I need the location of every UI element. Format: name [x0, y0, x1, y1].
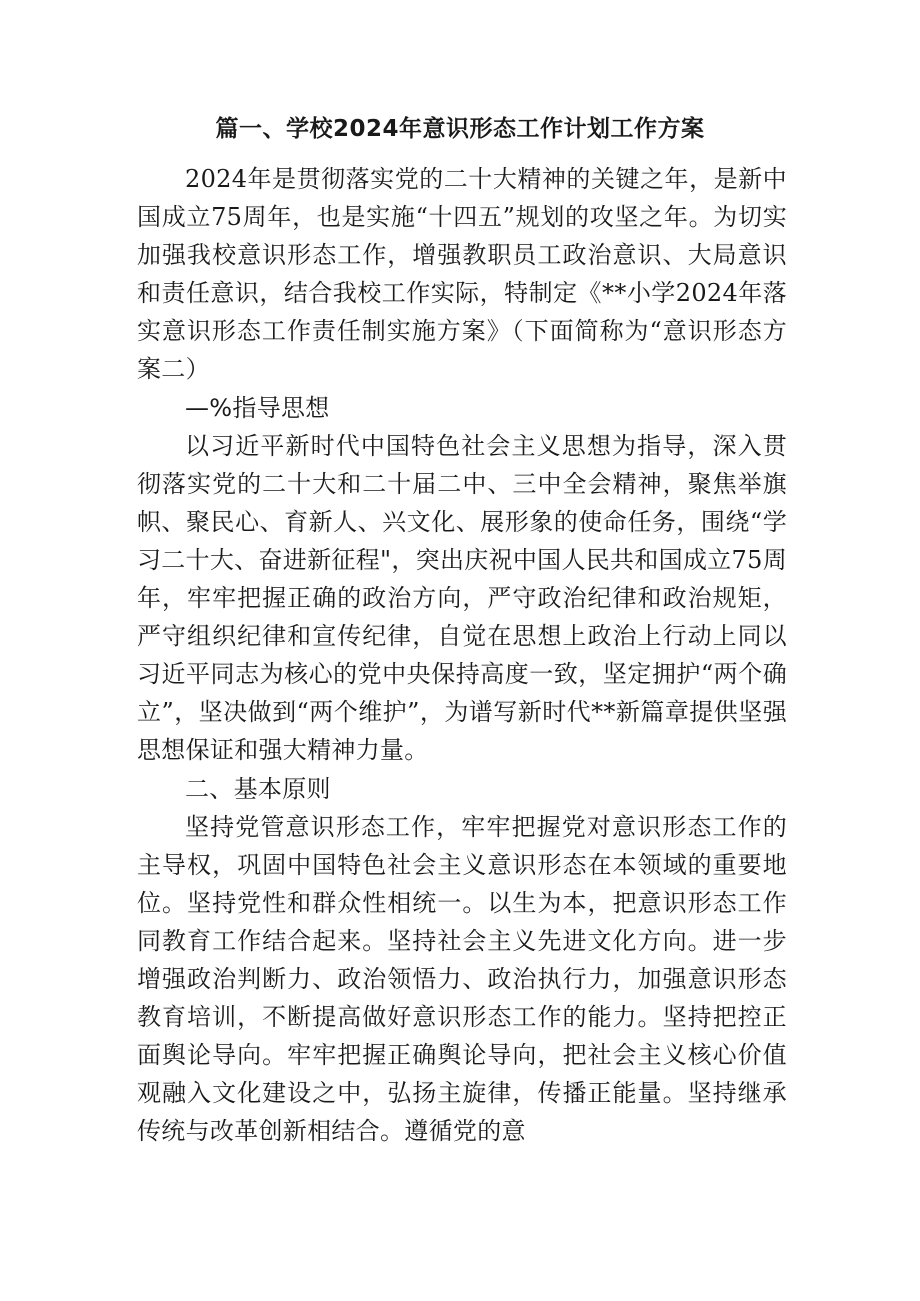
section-heading-guiding-ideology: —%指导思想 [185, 393, 330, 422]
intro-paragraph: 2024年是贯彻落实党的二十大精神的关键之年，是新中国成立75周年，也是实施“十四五”规划的攻坚之年。为切实加强我校意识形态工作，增强教职员工政治意识、大局意识和责任意识，结合我校工作实际，特制定《**小学2024年落实意识形态工作责任制实施方案》（下面简称为“意识形态方案二） [137, 165, 787, 384]
document-body [137, 160, 787, 1150]
section-heading-basic-principles: 二、基本原则 [185, 774, 331, 803]
document-title: 篇一、学校2024年意识形态工作计划工作方案 [215, 116, 705, 142]
guiding-ideology-paragraph: 以习近平新时代中国特色社会主义思想为指导，深入贯彻落实党的二十大和二十届二中、三中全会精神，聚焦举旗帜、聚民心、育新人、兴文化、展形象的使命任务，围绕“学习二十大、奋进新征程"，突出庆祝中国人民共和国成立75周年，牢牢把握正确的政治方向，严守政治纪律和政治规矩，严守组织纪律和宣传纪律，自觉在思想上政治上行动上同以习近平同志为核心的党中央保持高度一致，坚定拥护“两个确立”，坚决做到“两个维护”，为谱写新时代**新篇章提供坚强思想保证和强大精神力量。 [137, 431, 787, 765]
basic-principles-paragraph: 坚持党管意识形态工作，牢牢把握党对意识形态工作的主导权，巩固中国特色社会主义意识形态在本领域的重要地位。坚持党性和群众性相统一。以生为本，把意识形态工作同教育工作结合起来。坚持社会主义先进文化方向。进一步增强政治判断力、政治领悟力、政治执行力，加强意识形态教育培训，不断提高做好意识形态工作的能力。坚持把控正面舆论导向。牢牢把握正确舆论导向，把社会主义核心价值观融入文化建设之中，弘扬主旋律，传播正能量。坚持继承传统与改革创新相结合。遵循党的意 [137, 812, 787, 1146]
